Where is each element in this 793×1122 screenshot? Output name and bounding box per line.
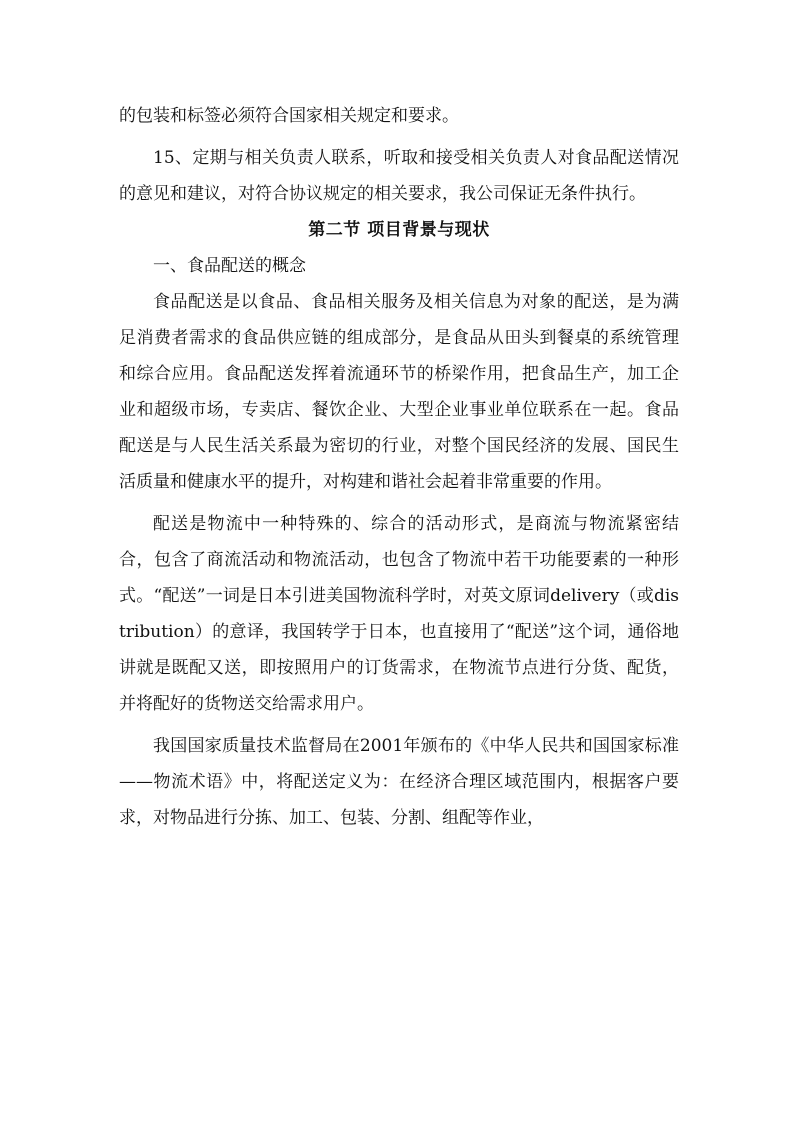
paragraph-continuation: 的包装和标签必须符合国家相关规定和要求。 [119,106,459,126]
paragraph-item-15: 15、定期与相关负责人联系，听取和接受相关负责人对食品配送情况的意见和建议，对符合协议规定的相关要求，我公司保证无条件执行。 [119,148,679,204]
document-body [119,98,679,836]
sub-heading: 一、食品配送的概念 [153,256,306,276]
paragraph-food-delivery-concept: 食品配送是以食品、食品相关服务及相关信息为对象的配送，是为满足消费者需求的食品供应链的组成部分，是食品从田头到餐桌的系统管理和综合应用。食品配送发挥着流通环节的桥梁作用，把食品生产，加工企业和超级市场，专卖店、餐饮企业、大型企业事业单位联系在一起。食品配送是与人民生活关系最为密切的行业，对整个国民经济的发展、国民生活质量和健康水平的提升，对构建和谐社会起着非常重要的作用。 [119,292,679,492]
paragraph-delivery-definition: 配送是物流中一种特殊的、综合的活动形式，是商流与物流紧密结合，包含了商流活动和物流活动，也包含了物流中若干功能要素的一种形式。“配送”一词是日本引进美国物流科学时，对英文原词delivery（或distribution）的意译，我国转学于日本，也直接用了“配送”这个词，通俗地讲就是既配又送，即按照用户的订货需求，在物流节点进行分货、配货，并将配好的货物送交给需求用户。 [119,514,679,714]
paragraph-national-standard: 我国国家质量技术监督局在2001年颁布的《中华人民共和国国家标准——物流术语》中，将配送定义为：在经济合理区域范围内，根据客户要求，对物品进行分拣、加工、包装、分割、组配等作业， [119,736,679,828]
section-title: 第二节 项目背景与现状 [308,220,490,240]
